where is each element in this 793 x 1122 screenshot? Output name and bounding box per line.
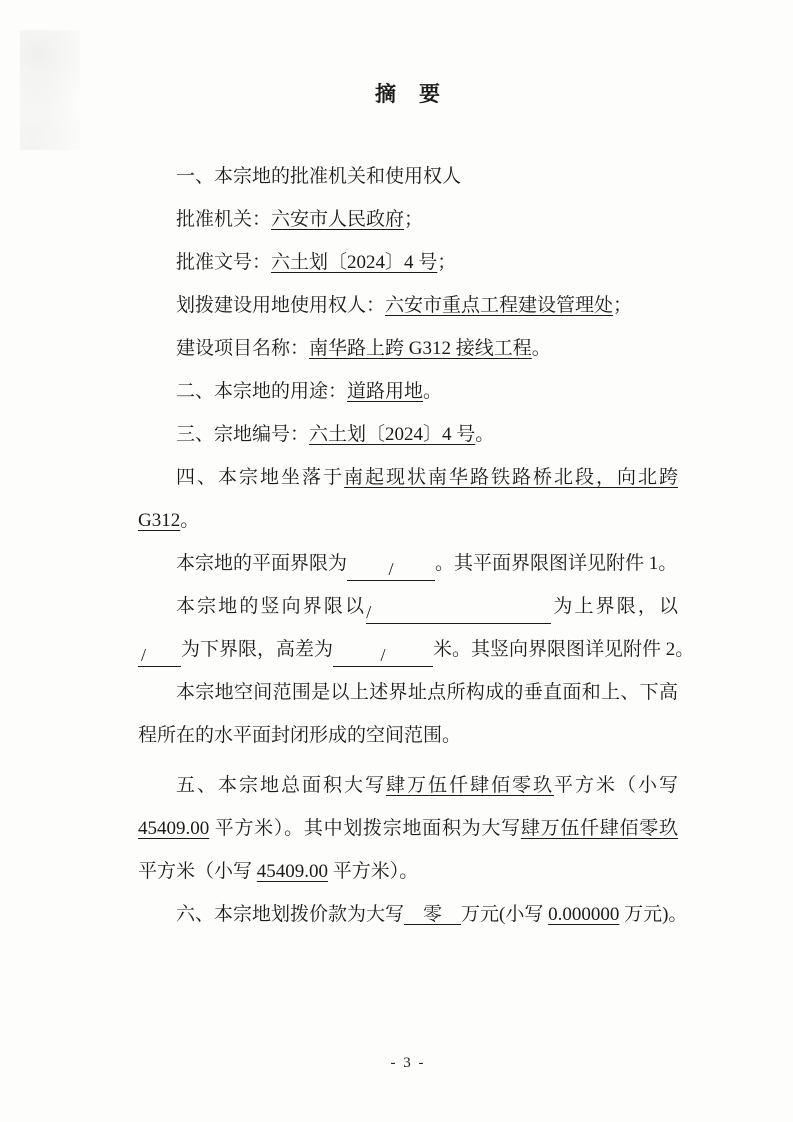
document-body	[138, 155, 695, 936]
text-run: 为上界限，以	[551, 596, 678, 617]
text-run: 批准机关：	[176, 209, 272, 230]
section5-area-line2	[138, 807, 678, 850]
text-run: ；	[613, 295, 633, 316]
blank-slash-field: /	[347, 558, 435, 581]
text-run: 批准文号：	[176, 252, 272, 273]
approval-doc-number	[138, 241, 678, 284]
text-run: 。	[531, 338, 551, 359]
space-range-line2	[138, 714, 678, 757]
vertical-boundary-line1	[138, 585, 678, 628]
text-run: 。	[423, 381, 443, 402]
text-run: 。	[180, 510, 200, 531]
space-range-line1	[138, 671, 678, 714]
underlined-value: 零	[404, 904, 462, 925]
text-run: 。	[475, 424, 495, 445]
text-run: 本宗地的平面界限为	[176, 553, 348, 574]
section4-location-line2	[138, 499, 678, 542]
underlined-value: 0.000000	[548, 904, 620, 925]
text-run: 二、本宗地的用途：	[176, 381, 348, 402]
section6-allocation-price	[138, 893, 688, 936]
text-run: 万元)。	[619, 904, 688, 925]
text-run: 三、宗地编号：	[176, 424, 310, 445]
underlined-value: 45409.00	[138, 818, 210, 839]
section2-land-use	[138, 370, 678, 413]
underlined-value: 肆万伍仟肆佰零玖	[385, 775, 554, 796]
underlined-value: 肆万伍仟肆佰零玖	[520, 818, 678, 839]
text-run: 建设项目名称：	[176, 338, 310, 359]
underlined-value: 道路用地	[347, 381, 424, 402]
text-run: 划拨建设用地使用权人：	[176, 295, 386, 316]
section4-location-line1	[138, 456, 678, 499]
underlined-value: 六安市重点工程建设管理处	[385, 295, 614, 316]
text-run: 为下界限，高差为	[181, 639, 334, 660]
text-run: 程所在的水平面封闭形成的空间范围。	[138, 725, 462, 746]
section5-area-line1	[138, 764, 678, 807]
underlined-value: 45409.00	[256, 861, 329, 882]
text-run: 平方米（小写	[138, 861, 257, 882]
document-title: 摘 要	[375, 82, 441, 106]
page-number: - 3 -	[390, 1055, 426, 1071]
text-run: 米。其竖向界限图详见附件 2。	[433, 639, 695, 660]
text-run: ；	[437, 252, 457, 273]
vertical-boundary-line2	[138, 628, 695, 671]
section5-area-line3	[138, 850, 678, 893]
underlined-value: 六安市人民政府	[271, 209, 405, 230]
text-run: 平方米）。	[328, 861, 419, 882]
text-run: ；	[404, 209, 424, 230]
underlined-value: G312	[138, 510, 181, 531]
text-run: 。其平面界限图详见附件 1。	[435, 553, 678, 574]
text-run: 万元(小写	[461, 904, 549, 925]
blank-slash-field: /	[138, 644, 181, 667]
section3-parcel-number	[138, 413, 678, 456]
approval-authority	[138, 198, 678, 241]
underlined-value: 南起现状南华路铁路桥北段，向北跨	[344, 467, 678, 488]
underlined-value: 六土划〔2024〕4 号	[309, 424, 476, 445]
underlined-value: 南华路上跨 G312 接线工程	[309, 338, 532, 359]
plane-boundary-line	[138, 542, 678, 585]
text-run: 六、本宗地划拨价款为大写	[176, 904, 405, 925]
text-run: 本宗地空间范围是以上述界址点所构成的垂直面和上、下高	[176, 682, 678, 703]
section1-heading	[138, 155, 678, 198]
text-run: 平方米（小写	[553, 775, 678, 796]
text-run: 一、本宗地的批准机关和使用权人	[176, 166, 462, 187]
allocated-land-user	[138, 284, 678, 327]
text-run: 本宗地的竖向界限以	[176, 596, 367, 617]
construction-project-name	[138, 327, 678, 370]
text-run: 五、本宗地总面积大写	[176, 775, 386, 796]
text-run: 四、本宗地坐落于	[176, 467, 344, 488]
underlined-value: 六土划〔2024〕4 号	[271, 252, 438, 273]
blank-slash-field: /	[366, 601, 551, 624]
blank-slash-field: /	[333, 644, 433, 667]
text-run: 平方米）。其中划拨宗地面积为大写	[209, 818, 521, 839]
